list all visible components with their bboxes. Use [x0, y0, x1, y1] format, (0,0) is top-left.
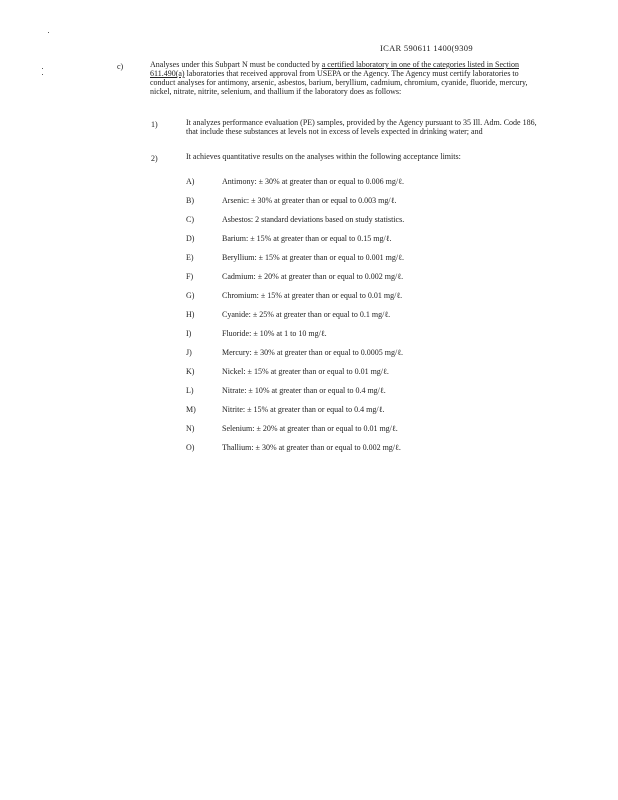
item-number-2: 2) — [151, 154, 158, 163]
limit-letter: A) — [186, 177, 195, 186]
intro-text-2: laboratories that received approval from USEPA or the Agency. The Agency must certify laboratories to conduct analyses for antimony, arsenic, asbestos, barium, beryllium, cadmium, chromium, cyanide, fluoride, mercury, nickel, nitrate, nitrite, selenium, and thallium if the laboratory does as follows: — [150, 69, 528, 96]
limit-letter: F) — [186, 272, 194, 281]
limit-text: Selenium: ± 20% at greater than or equal to 0.01 mg/ℓ. — [222, 424, 398, 433]
limit-letter: N) — [186, 424, 195, 433]
limit-text: Nickel: ± 15% at greater than or equal to 0.01 mg/ℓ. — [222, 367, 389, 376]
item-text-1: It analyzes performance evaluation (PE) samples, provided by the Agency pursuant to 35 Ill. Adm. Code 186, that include these substances at levels not in excess of levels expected in drinking water; and — [186, 118, 537, 136]
limit-text: Fluoride: ± 10% at 1 to 10 mg/ℓ. — [222, 329, 327, 338]
limit-text: Arsenic: ± 30% at greater than or equal to 0.003 mg/ℓ. — [222, 196, 397, 205]
section-intro — [150, 60, 545, 96]
intro-text-1: Analyses under this Subpart N must be conducted by — [150, 60, 322, 69]
limit-text: Nitrite: ± 15% at greater than or equal to 0.4 mg/ℓ. — [222, 405, 385, 414]
limit-letter: B) — [186, 196, 194, 205]
limit-letter: J) — [186, 348, 192, 357]
limit-letter: D) — [186, 234, 195, 243]
limit-text: Nitrate: ± 10% at greater than or equal to 0.4 mg/ℓ. — [222, 386, 386, 395]
section-letter: c) — [117, 62, 124, 71]
limit-letter: K) — [186, 367, 195, 376]
item-text-2: It achieves quantitative results on the analyses within the following acceptance limits: — [186, 152, 461, 161]
scan-speck — [42, 68, 43, 69]
limit-text: Thallium: ± 30% at greater than or equal to 0.002 mg/ℓ. — [222, 443, 401, 452]
scan-speck — [42, 74, 43, 75]
limit-text: Beryllium: ± 15% at greater than or equal to 0.001 mg/ℓ. — [222, 253, 404, 262]
limit-text: Cyanide: ± 25% at greater than or equal to 0.1 mg/ℓ. — [222, 310, 391, 319]
limit-text: Asbestos: 2 standard deviations based on study statistics. — [222, 215, 405, 224]
limit-letter: L) — [186, 386, 194, 395]
limit-text: Cadmium: ± 20% at greater than or equal to 0.002 mg/ℓ. — [222, 272, 404, 281]
limit-letter: H) — [186, 310, 195, 319]
limit-text: Mercury: ± 30% at greater than or equal to 0.0005 mg/ℓ. — [222, 348, 404, 357]
scan-speck — [48, 32, 49, 33]
limit-letter: M) — [186, 405, 196, 414]
limit-letter: E) — [186, 253, 194, 262]
limit-text: Antimony: ± 30% at greater than or equal to 0.006 mg/ℓ. — [222, 177, 404, 186]
limit-letter: I) — [186, 329, 192, 338]
limit-letter: C) — [186, 215, 194, 224]
limit-text: Chromium: ± 15% at greater than or equal to 0.01 mg/ℓ. — [222, 291, 403, 300]
limit-text: Barium: ± 15% at greater than or equal to 0.15 mg/ℓ. — [222, 234, 392, 243]
item-number-1: 1) — [151, 120, 158, 129]
document-code: ICAR 590611 1400(9309 — [380, 43, 473, 53]
intro-text-underlined: a certified laboratory in one of the categories listed in Section 611.490(a) — [150, 60, 520, 78]
limit-letter: G) — [186, 291, 195, 300]
limit-letter: O) — [186, 443, 195, 452]
